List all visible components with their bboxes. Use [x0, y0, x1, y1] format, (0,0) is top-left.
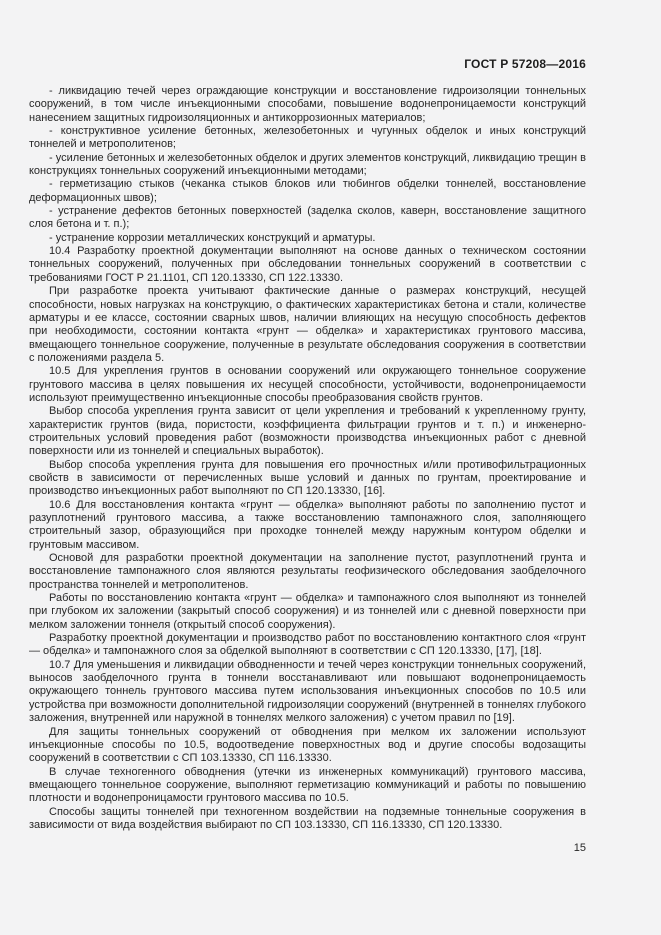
- document-code: ГОСТ Р 57208—2016: [464, 57, 586, 71]
- paragraph: В случае техногенного обводнения (утечки из инженерных коммуникаций) грунтового массива, вмещающего тоннельное сооружение, выполняют герметизацию коммуникаций и работы по повышению плотности и водонепроницамости грунтового массива по 10.5.: [29, 765, 586, 805]
- paragraph: Основой для разработки проектной документации на заполнение пустот, разуплотнений грунта и восстановление тампонажного слоя являются результаты геофизического обследования заобделочного пространства тоннелей и метрополитенов.: [29, 552, 586, 591]
- paragraph: Выбор способа укрепления грунта зависит от цели укрепления и требований к укрепленному грунту, характеристик грунтов (вида, пористости, коэффициента фильтрации грунтов и т. п.) и инженерно-строительных условий проведения работ (возможности производства инъекционных работ с дневной поверхности или из тоннелей и специальных выработок).: [29, 405, 586, 458]
- document-body: [29, 85, 586, 832]
- paragraph: 10.6 Для восстановления контакта «грунт — обделка» выполняют работы по заполнению пустот и разуплотнений грунтового массива, а также восстановлению тампонажного слоя, заполняющего строительный зазор, образующийся при проходке тоннелей между наружным контуром обделки и грунтовым массивом.: [29, 498, 586, 551]
- page-footer: [29, 842, 586, 854]
- paragraph: 10.5 Для укрепления грунтов в основании сооружений или окружающего тоннельное сооружение грунтового массива в целях повышения их несущей способности, устойчивости, водонепроницаемости используют преимущественно инъекционные способы преобразования свойств грунтов.: [29, 365, 586, 404]
- paragraph: - ликвидацию течей через ограждающие конструкции и восстановление гидроизоляции тоннельных сооружений, в том числе инъекционными способами, повышение водонепроницаемости конструкций нанесением защитных гидроизоляционных и антикоррозионных материалов;: [29, 85, 586, 124]
- paragraph: Для защиты тоннельных сооружений от обводнения при мелком их заложении используют инъекционные способы по 10.5, водоотведение поверхностных вод и другие способы водозащиты сооружений в соответствии с СП 103.13330, СП 116.13330.: [29, 725, 586, 765]
- paragraph: 10.4 Разработку проектной документации выполняют на основе данных о техническом состоянии тоннельных сооружений, полученных при обследовании тоннельных сооружений в соответствии с требованиями ГОСТ Р 21.1101, СП 120.13330, СП 122.13330.: [29, 245, 586, 284]
- page-header: [29, 57, 586, 71]
- paragraph: Работы по восстановлению контакта «грунт — обделка» и тампонажного слоя выполняют из тоннелей при глубоком их заложении (закрытый способ сооружения) и из тоннелей или с дневной поверхности при мелком заложении тоннеля (открытый способ сооружения).: [29, 592, 586, 631]
- paragraph: Выбор способа укрепления грунта для повышения его прочностных и/или противофильтрационных свойств в зависимости от перечисленных выше условий и данных по грунтам, проектирование и производство инъекционных работ выполняют по СП 120.13330, [16].: [29, 458, 586, 498]
- paragraph: - устранение коррозии металлических конструкций и арматуры.: [49, 231, 376, 244]
- paragraph: 10.7 Для уменьшения и ликвидации обводненности и течей через конструкции тоннельных сооружений, выносов заобделочного грунта в тоннели восстанавливают или повышают водонепроницаемость окружающего тоннель грунтового массива путем использования инъекционных способов по 10.5 или устройства при возможности дополнительной гидроизоляции сооружений (внутренней в тоннелях глубокого заложения, внутренней или наружной в тоннелях мелкого заложения) с учетом правил по [19].: [29, 658, 586, 725]
- paragraph: Способы защиты тоннелей при техногенном воздействии на подземные тоннельные сооружения в зависимости от вида воздействия выбирают по СП 103.13330, СП 116.13330, СП 120.13330.: [29, 805, 586, 831]
- paragraph: - герметизацию стыков (чеканка стыков блоков или тюбингов обделки тоннелей, восстановление деформационных швов);: [29, 178, 586, 204]
- paragraph: - конструктивное усиление бетонных, железобетонных и чугунных обделок и иных конструкций тоннелей и метрополитенов;: [29, 125, 586, 151]
- paragraph: - устранение дефектов бетонных поверхностей (заделка сколов, каверн, восстановление защитного слоя бетона и т. п.);: [29, 205, 586, 231]
- paragraph: - усиление бетонных и железобетонных обделок и других элементов конструкций, ликвидацию трещин в конструкциях тоннельных сооружений инъекционными методами;: [29, 151, 586, 178]
- paragraph: Разработку проектной документации и производство работ по восстановлению контактного слоя «грунт — обделка» и тампонажного слоя за обделкой выполняют в соответствии с СП 120.13330, [17], [18].: [29, 632, 586, 658]
- paragraph: При разработке проекта учитывают фактические данные о размерах конструкций, несущей способности, новых нагрузках на конструкцию, о фактических характеристиках бетона и стали, количестве арматуры и ее классе, состоянии сварных швов, наличии влияющих на несущую способность дефектов при необходимости, состоянии контакта «грунт — обделка» и характеристиках грунтового массива, вмещающего тоннельное сооружение, полученные в результате обследования сооружения в соответствии с положениями раздела 5.: [29, 285, 586, 364]
- page-number: 15: [573, 842, 586, 854]
